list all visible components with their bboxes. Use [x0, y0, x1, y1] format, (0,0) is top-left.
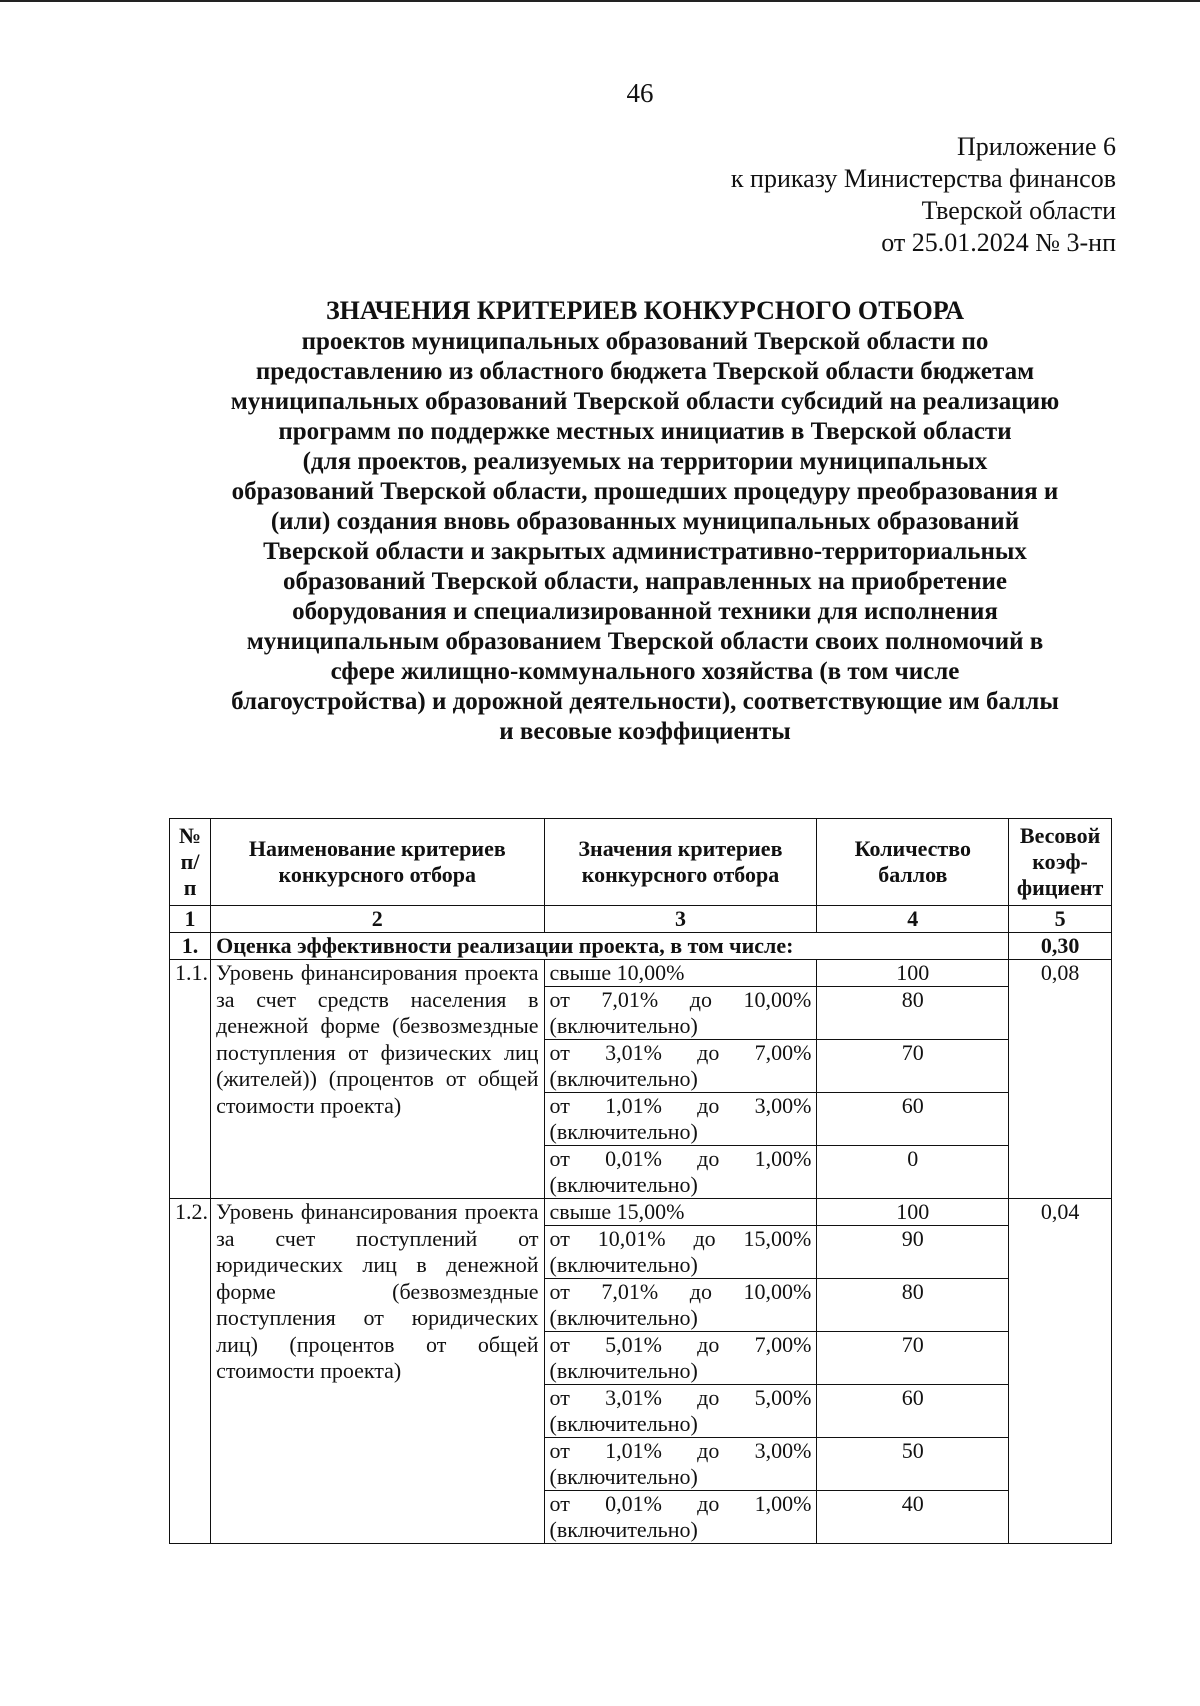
header-name: Наименование критериев конкурсного отбора — [211, 819, 544, 906]
criterion-points: 70 — [817, 1332, 1009, 1385]
document-title: ЗНАЧЕНИЯ КРИТЕРИЕВ КОНКУРСНОГО ОТБОРА — [325, 296, 965, 325]
value-range — [550, 1226, 812, 1252]
range-part: 10,00% — [743, 987, 812, 1012]
section-label: Оценка эффективности реализации проекта, в том числе: — [211, 933, 1009, 960]
subtitle-line: оборудования и специализированной техники для исполнения — [292, 598, 998, 625]
column-index: 2 — [211, 906, 544, 933]
range-part: до — [697, 1332, 720, 1357]
table-header-row — [170, 819, 1112, 906]
appendix-line: к приказу Министерства финансов — [730, 164, 1116, 193]
subtitle-line: муниципальных образований Тверской области субсидий на реализацию — [230, 388, 1060, 415]
section-number: 1. — [170, 933, 211, 960]
range-part: 1,00% — [754, 1146, 812, 1171]
table-row — [170, 960, 1112, 987]
range-part: до — [697, 1385, 720, 1410]
criterion-number: 1.2. — [170, 1199, 211, 1544]
appendix-line: Приложение 6 — [956, 132, 1116, 161]
range-part: до — [689, 987, 712, 1012]
range-part: от — [549, 1332, 570, 1357]
criterion-points: 70 — [817, 1040, 1009, 1093]
criterion-weight: 0,04 — [1009, 1199, 1112, 1544]
subtitle-line: проектов муниципальных образований Тверской области по — [301, 328, 989, 355]
header-values: Значения критериев конкурсного отбора — [544, 819, 817, 906]
criterion-points: 0 — [817, 1146, 1009, 1199]
criterion-points: 60 — [817, 1093, 1009, 1146]
column-index: 1 — [170, 906, 211, 933]
range-part: 0,01% — [605, 1146, 662, 1171]
criterion-value — [544, 1279, 817, 1332]
range-part: 10,00% — [743, 1279, 812, 1304]
subtitle-line: и весовые коэффициенты — [499, 718, 791, 745]
criterion-value — [544, 1199, 817, 1226]
range-part: 5,01% — [605, 1332, 662, 1357]
range-part: до — [697, 1438, 720, 1463]
range-part: 1,01% — [605, 1438, 662, 1463]
criterion-points: 80 — [817, 1279, 1009, 1332]
range-part: от — [549, 987, 570, 1012]
column-index: 4 — [817, 906, 1009, 933]
range-part: 3,00% — [754, 1438, 812, 1463]
range-part: до — [693, 1226, 716, 1251]
value-range — [550, 1438, 812, 1464]
criterion-value — [544, 1146, 817, 1199]
subtitle-line: образований Тверской области, прошедших процедуру преобразования и — [231, 478, 1059, 505]
subtitle-line: благоустройства) и дорожной деятельности), соответствующие им баллы — [231, 688, 1059, 715]
value-inclusive: (включительно) — [549, 1305, 698, 1330]
value-inclusive: (включительно) — [549, 1172, 698, 1197]
value-range — [550, 1491, 812, 1517]
criterion-value — [544, 1438, 817, 1491]
value-inclusive: (включительно) — [549, 1358, 698, 1383]
value-text: свыше 10,00% — [549, 960, 685, 985]
value-text: свыше 15,00% — [549, 1199, 685, 1224]
range-part: от — [549, 1093, 570, 1118]
range-part: 1,01% — [605, 1093, 662, 1118]
value-range — [550, 1279, 812, 1305]
header-num: № п/п — [170, 819, 211, 906]
header-points: Количество баллов — [817, 819, 1009, 906]
value-inclusive: (включительно) — [549, 1252, 698, 1277]
range-part: 7,01% — [601, 987, 659, 1012]
section-row — [170, 933, 1112, 960]
value-inclusive: (включительно) — [549, 1119, 698, 1144]
range-part: от — [549, 1146, 570, 1171]
top-border-line — [0, 0, 1200, 2]
value-inclusive: (включительно) — [549, 1464, 698, 1489]
table-row — [170, 1199, 1112, 1226]
subtitle-line: муниципальным образованием Тверской области своих полномочий в — [246, 628, 1044, 655]
criterion-value — [544, 1040, 817, 1093]
range-part: до — [697, 1146, 720, 1171]
criterion-value — [544, 1093, 817, 1146]
value-inclusive: (включительно) — [549, 1517, 698, 1542]
subtitle-line: сфере жилищно-коммунального хозяйства (в том числе — [330, 658, 960, 685]
value-range — [550, 1040, 812, 1066]
column-index-row — [170, 906, 1112, 933]
value-inclusive: (включительно) — [549, 1411, 698, 1436]
subtitle-line: предоставлению из областного бюджета Тверской области бюджетам — [255, 358, 1035, 385]
criterion-number: 1.1. — [170, 960, 211, 1199]
range-part: от — [549, 1226, 570, 1251]
column-index: 3 — [544, 906, 817, 933]
criterion-value — [544, 987, 817, 1040]
criterion-points: 100 — [817, 1199, 1009, 1226]
range-part: 7,01% — [601, 1279, 659, 1304]
range-part: до — [697, 1491, 720, 1516]
range-part: от — [549, 1491, 570, 1516]
subtitle-line: (для проектов, реализуемых на территории муниципальных — [302, 448, 988, 475]
appendix-line: от 25.01.2024 № 3-нп — [881, 228, 1116, 257]
value-inclusive: (включительно) — [549, 1013, 698, 1038]
criterion-value — [544, 1226, 817, 1279]
range-part: до — [689, 1279, 712, 1304]
subtitle-line: программ по поддержке местных инициатив в Тверской области — [278, 418, 1012, 445]
range-part: 5,00% — [754, 1385, 812, 1410]
appendix-line: Тверской области — [921, 196, 1116, 225]
criterion-points: 40 — [817, 1491, 1009, 1544]
range-part: 7,00% — [754, 1040, 812, 1065]
criterion-value — [544, 1385, 817, 1438]
subtitle-line: образований Тверской области, направленных на приобретение — [283, 568, 1007, 595]
header-weight: Весовой коэф-фициент — [1009, 819, 1112, 906]
criterion-points: 60 — [817, 1385, 1009, 1438]
range-part: 3,00% — [754, 1093, 812, 1118]
range-part: от — [549, 1385, 570, 1410]
criterion-value — [544, 960, 817, 987]
value-range — [550, 987, 812, 1013]
criterion-points: 80 — [817, 987, 1009, 1040]
value-range — [550, 1093, 812, 1119]
range-part: 0,01% — [605, 1491, 662, 1516]
criterion-points: 90 — [817, 1226, 1009, 1279]
page-number: 46 — [626, 78, 654, 108]
appendix-block — [731, 131, 1116, 259]
value-range — [550, 1385, 812, 1411]
criterion-name: Уровень финансирования проекта за счет средств населения в денежной форме (безвозмездные поступления от физических лиц (жителей)) (процентов от общей стоимости проекта) — [211, 960, 544, 1199]
range-part: 3,01% — [605, 1040, 662, 1065]
criterion-value — [544, 1491, 817, 1544]
value-range — [550, 1146, 812, 1172]
range-part: 15,00% — [743, 1226, 812, 1251]
criterion-value — [544, 1332, 817, 1385]
criterion-name: Уровень финансирования проекта за счет поступлений от юридических лиц в денежной форме (безвозмездные поступления от юридических лиц) (процентов от общей стоимости проекта) — [211, 1199, 544, 1544]
criterion-weight: 0,08 — [1009, 960, 1112, 1199]
range-part: 3,01% — [605, 1385, 662, 1410]
criteria-table — [169, 818, 1112, 1544]
criterion-points: 50 — [817, 1438, 1009, 1491]
document-subtitle — [120, 327, 1170, 747]
range-part: до — [697, 1093, 720, 1118]
criterion-points: 100 — [817, 960, 1009, 987]
range-part: 1,00% — [754, 1491, 812, 1516]
range-part: 7,00% — [754, 1332, 812, 1357]
column-index: 5 — [1009, 906, 1112, 933]
subtitle-line: Тверской области и закрытых административно-территориальных — [263, 538, 1027, 565]
range-part: от — [549, 1438, 570, 1463]
section-weight: 0,30 — [1009, 933, 1112, 960]
range-part: до — [697, 1040, 720, 1065]
range-part: 10,01% — [597, 1226, 666, 1251]
range-part: от — [549, 1040, 570, 1065]
value-range — [550, 1332, 812, 1358]
subtitle-line: (или) создания вновь образованных муниципальных образований — [270, 508, 1020, 535]
value-inclusive: (включительно) — [549, 1066, 698, 1091]
range-part: от — [549, 1279, 570, 1304]
